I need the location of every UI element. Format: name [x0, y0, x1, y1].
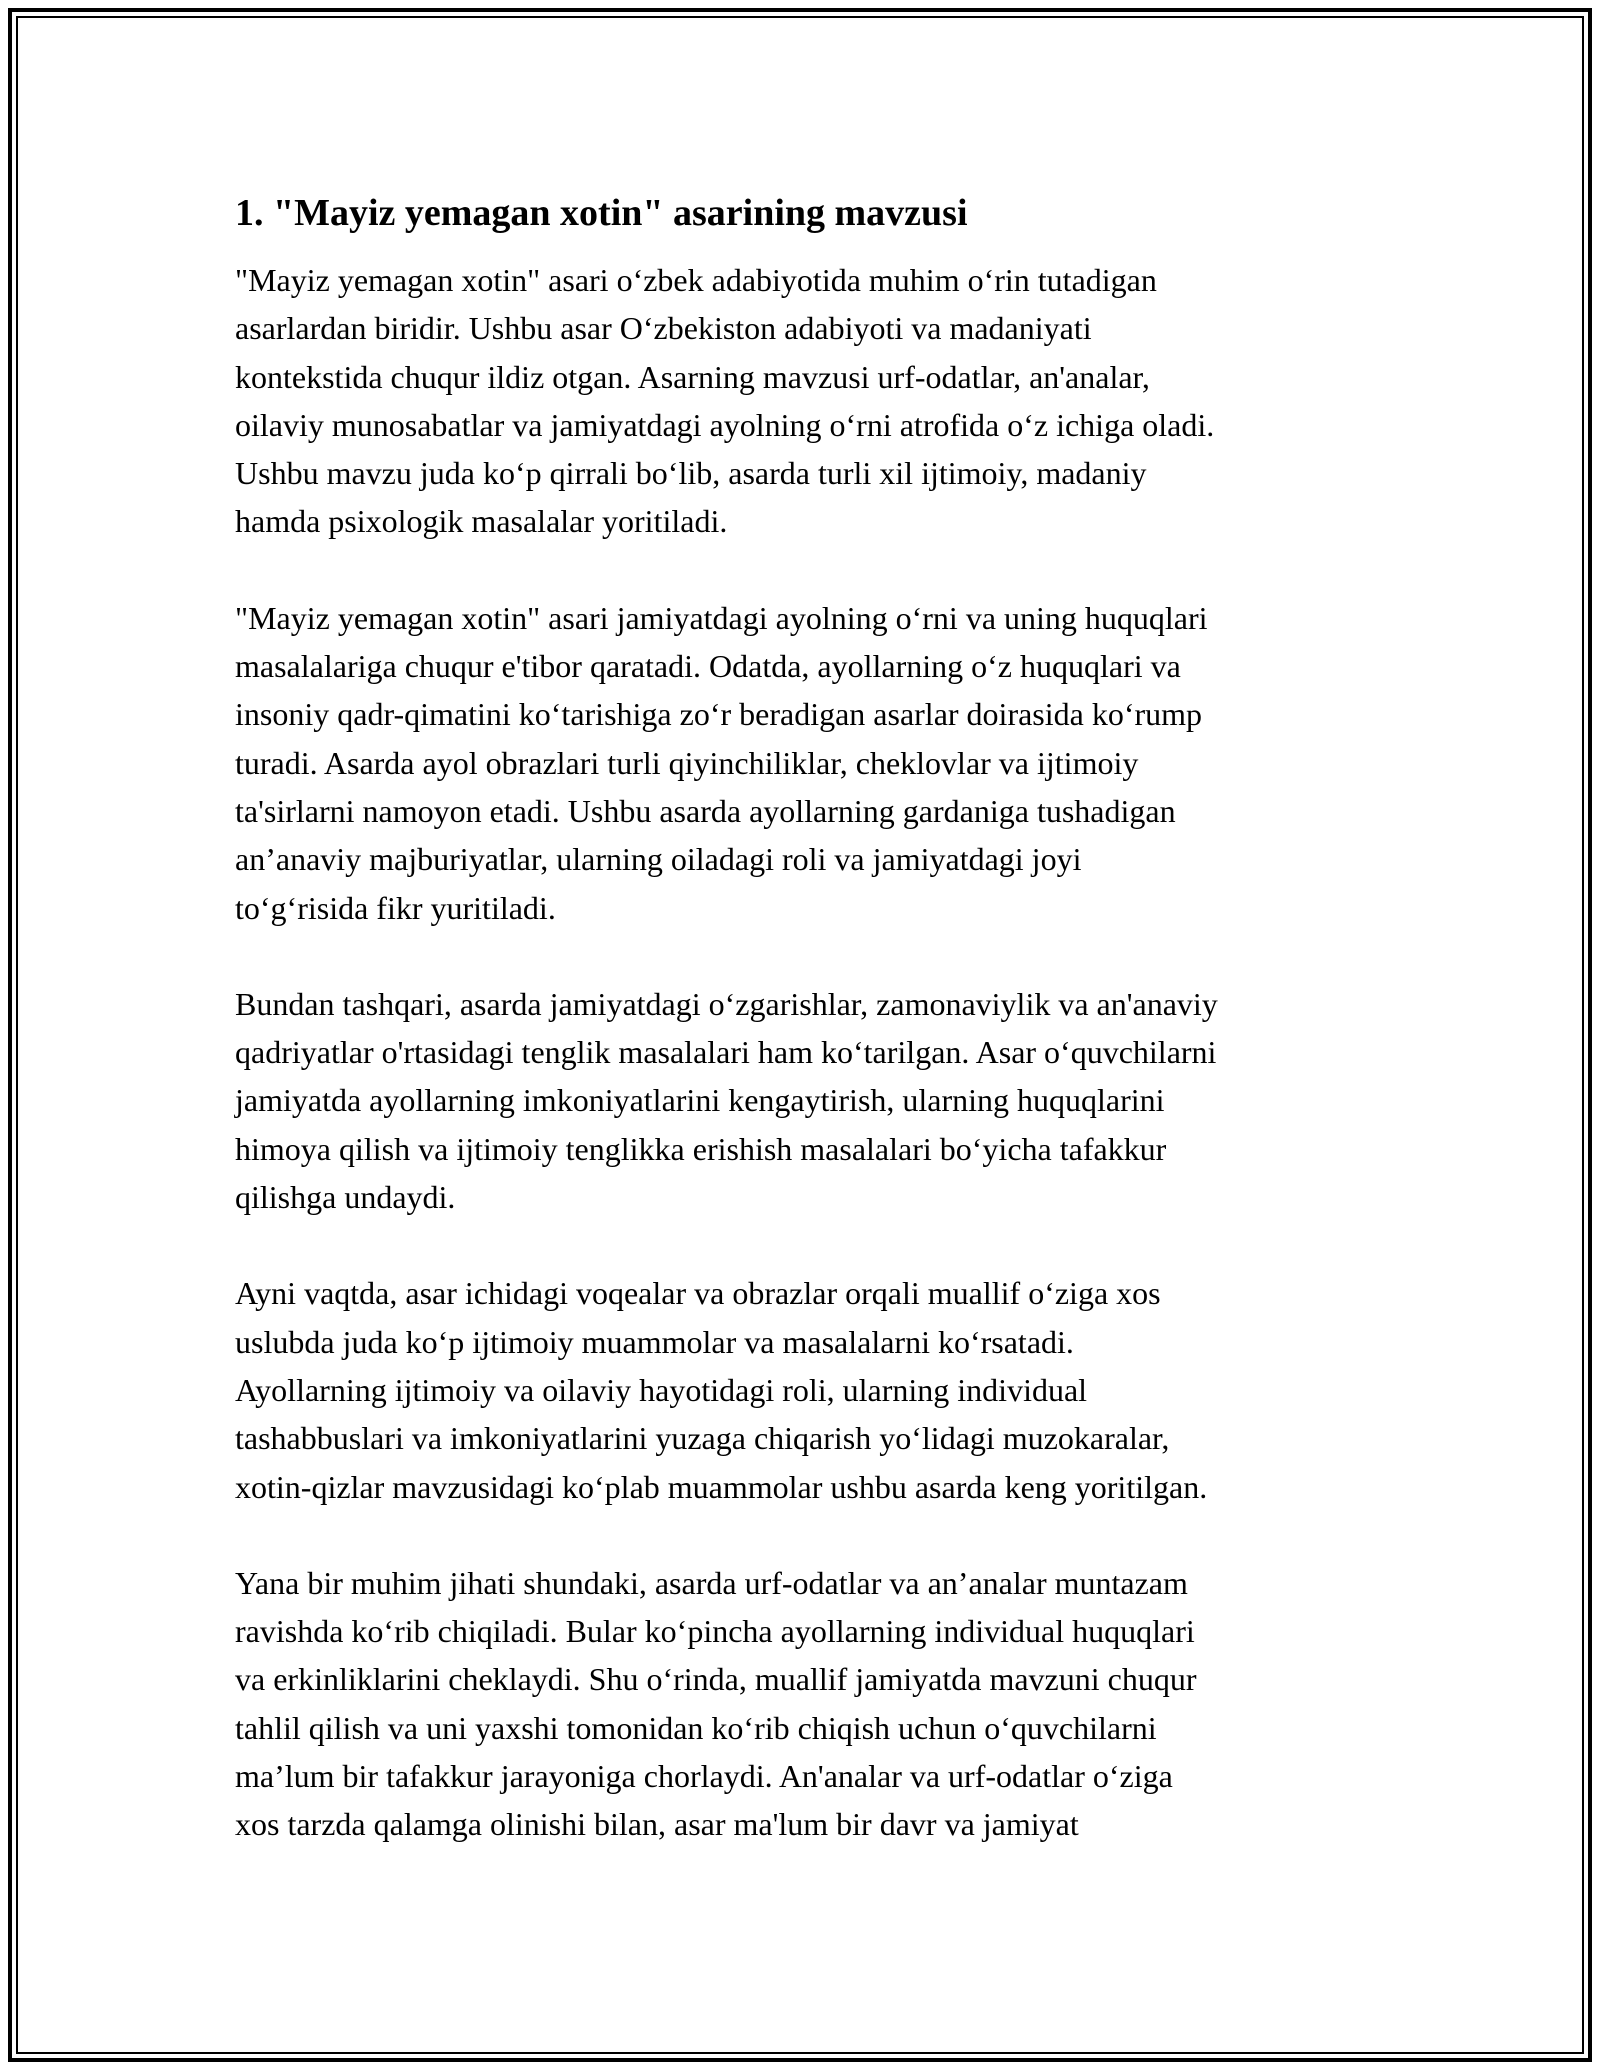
paragraph-3: Bundan tashqari, asarda jamiyatdagi o‘zgarishlar, zamonaviylik va an'anaviy qadriyatlar o'rtasidagi tenglik masalalari ham ko‘tarilgan. Asar o‘quvchilarni jamiyatda ayollarning imkoniyatlarini kengaytirish, ularning huquqlarini himoya qilish va ijtimoiy tenglikka erishish masalalari bo‘yicha tafakkur qilishga undaydi. [235, 985, 1218, 1216]
paragraph-5: Yana bir muhim jihati shundaki, asarda urf-odatlar va an’analar muntazam ravishda ko‘rib chiqiladi. Bular ko‘pincha ayollarning individual huquqlari va erkinliklarini cheklaydi. Shu o‘rinda, muallif jamiyatda mavzuni chuqur tahlil qilish va uni yaxshi tomonidan ko‘rib chiqish uchun o‘quvchilarni ma’lum bir tafakkur jarayoniga chorlaydi. An'analar va urf-odatlar o‘ziga xos tarzda qalamga olinishi bilan, asar ma'lum bir davr va jamiyat [235, 1564, 1197, 1843]
document-body [235, 190, 1375, 1897]
section-heading: 1. "Mayiz yemagan xotin" asarining mavzusi [235, 192, 968, 234]
paragraph-4: Ayni vaqtda, asar ichidagi voqealar va obrazlar orqali muallif o‘ziga xos uslubda juda ko‘p ijtimoiy muammolar va masalalarni ko‘rsatadi. Ayollarning ijtimoiy va oilaviy hayotidagi roli, ularning individual tashabbuslari va imkoniyatlarini yuzaga chiqarish yo‘lidagi muzokaralar, xotin-qizlar mavzusidagi ko‘plab muammolar ushbu asarda keng yoritilgan. [235, 1275, 1208, 1505]
paragraph-1: "Mayiz yemagan xotin" asari o‘zbek adabiyotida muhim o‘rin tutadigan asarlardan biridir. Ushbu asar O‘zbekiston adabiyoti va madaniyati kontekstida chuqur ildiz otgan. Asarning mavzusi urf-odatlar, an'analar, oilaviy munosabatlar va jamiyatdagi ayolning o‘rni atrofida o‘z ichiga oladi. Ushbu mavzu juda ko‘p qirrali bo‘lib, asarda turli xil ijtimoiy, madaniy hamda psixologik masalalar yoritiladi. [235, 262, 1215, 540]
paragraph-2: "Mayiz yemagan xotin" asari jamiyatdagi ayolning o‘rni va uning huquqlari masalalariga chuqur e'tibor qaratadi. Odatda, ayollarning o‘z huquqlari va insoniy qadr-qimatini ko‘tarishiga zo‘r beradigan asarlar doirasida ko‘rump turadi. Asarda ayol obrazlari turli qiyinchiliklar, cheklovlar va ijtimoiy ta'sirlarni namoyon etadi. Ushbu asarda ayollarning gardaniga tushadigan an’anaviy majburiyatlar, ularning oiladagi roli va jamiyatdagi joyi to‘g‘risida fikr yuritiladi. [235, 599, 1208, 926]
